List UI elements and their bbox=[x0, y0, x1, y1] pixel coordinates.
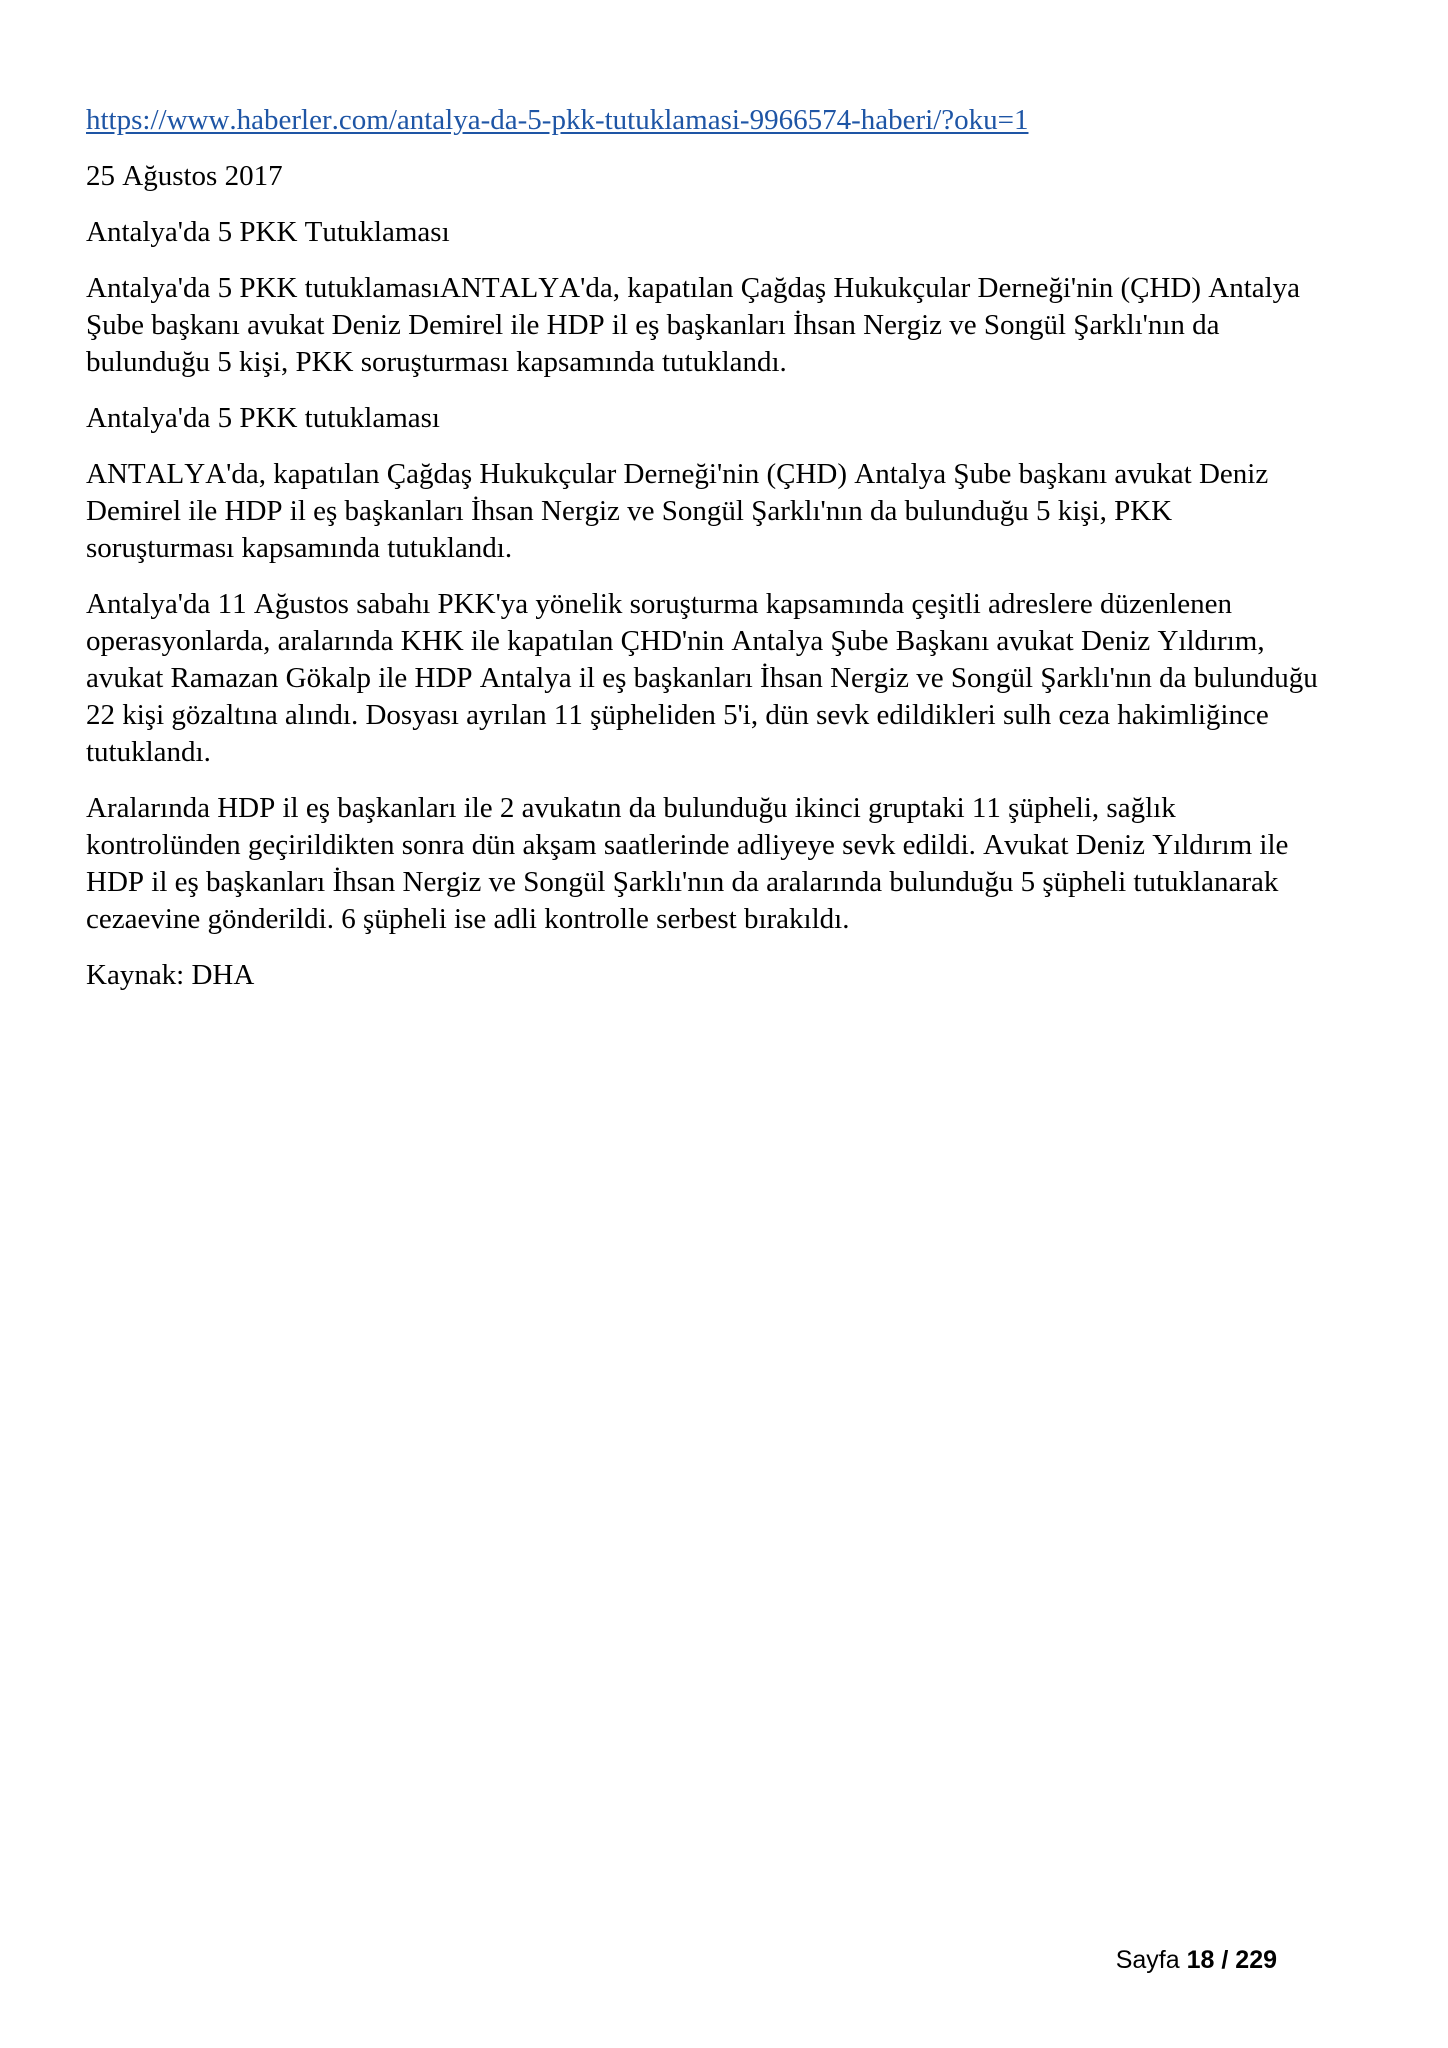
footer-page-number: 18 / 229 bbox=[1186, 1946, 1277, 1974]
article-subheading: Antalya'da 5 PKK tutuklaması bbox=[86, 402, 440, 434]
footer-page-label: Sayfa bbox=[1115, 1946, 1180, 1974]
article-url-line bbox=[86, 102, 1322, 139]
article-content bbox=[86, 102, 1322, 1013]
article-url-link[interactable]: https://www.haberler.com/antalya-da-5-pkk-tutuklamasi-9966574-haberi/?oku=1 bbox=[86, 104, 1029, 136]
article-paragraph-3: Aralarında HDP il eş başkanları ile 2 avukatın da bulunduğu ikinci gruptaki 11 şüpheli, sağlık kontrolünden geçirildikten sonra dün akşam saatlerinde adliyeye sevk edildi. Avukat Deniz Yıldırım ile HDP il eş başkanları İhsan Nergiz ve Songül Şarklı'nın da aralarında bulunduğu 5 şüpheli tutuklanarak cezaevine gönderildi. 6 şüpheli ise adli kontrolle serbest bırakıldı. bbox=[86, 792, 1289, 935]
article-lead-paragraph: Antalya'da 5 PKK tutuklamasıANTALYA'da, kapatılan Çağdaş Hukukçular Derneği'nin (ÇHD) Antalya Şube başkanı avukat Deniz Demirel ile HDP il eş başkanları İhsan Nergiz ve Songül Şarklı'nın da bulunduğu 5 kişi, PKK soruşturması kapsamında tutuklandı. bbox=[86, 272, 1301, 378]
source-attribution: Kaynak: DHA bbox=[86, 959, 255, 991]
article-paragraph-1: ANTALYA'da, kapatılan Çağdaş Hukukçular Derneği'nin (ÇHD) Antalya Şube başkanı avukat Deniz Demirel ile HDP il eş başkanları İhsan Nergiz ve Songül Şarklı'nın da bulunduğu 5 kişi, PKK soruşturması kapsamında tutuklandı. bbox=[86, 458, 1269, 564]
article-title: Antalya'da 5 PKK Tutuklaması bbox=[86, 216, 450, 248]
page-footer bbox=[1116, 1945, 1277, 1975]
article-paragraph-2: Antalya'da 11 Ağustos sabahı PKK'ya yönelik soruşturma kapsamında çeşitli adreslere düzenlenen operasyonlarda, aralarında KHK ile kapatılan ÇHD'nin Antalya Şube Başkanı avukat Deniz Yıldırım, avukat Ramazan Gökalp ile HDP Antalya il eş başkanları İhsan Nergiz ve Songül Şarklı'nın da bulunduğu 22 kişi gözaltına alındı. Dosyası ayrılan 11 şüpheliden 5'i, dün sevk edildikleri sulh ceza hakimliğince tutuklandı. bbox=[86, 588, 1318, 768]
date-line: 25 Ağustos 2017 bbox=[86, 160, 283, 192]
